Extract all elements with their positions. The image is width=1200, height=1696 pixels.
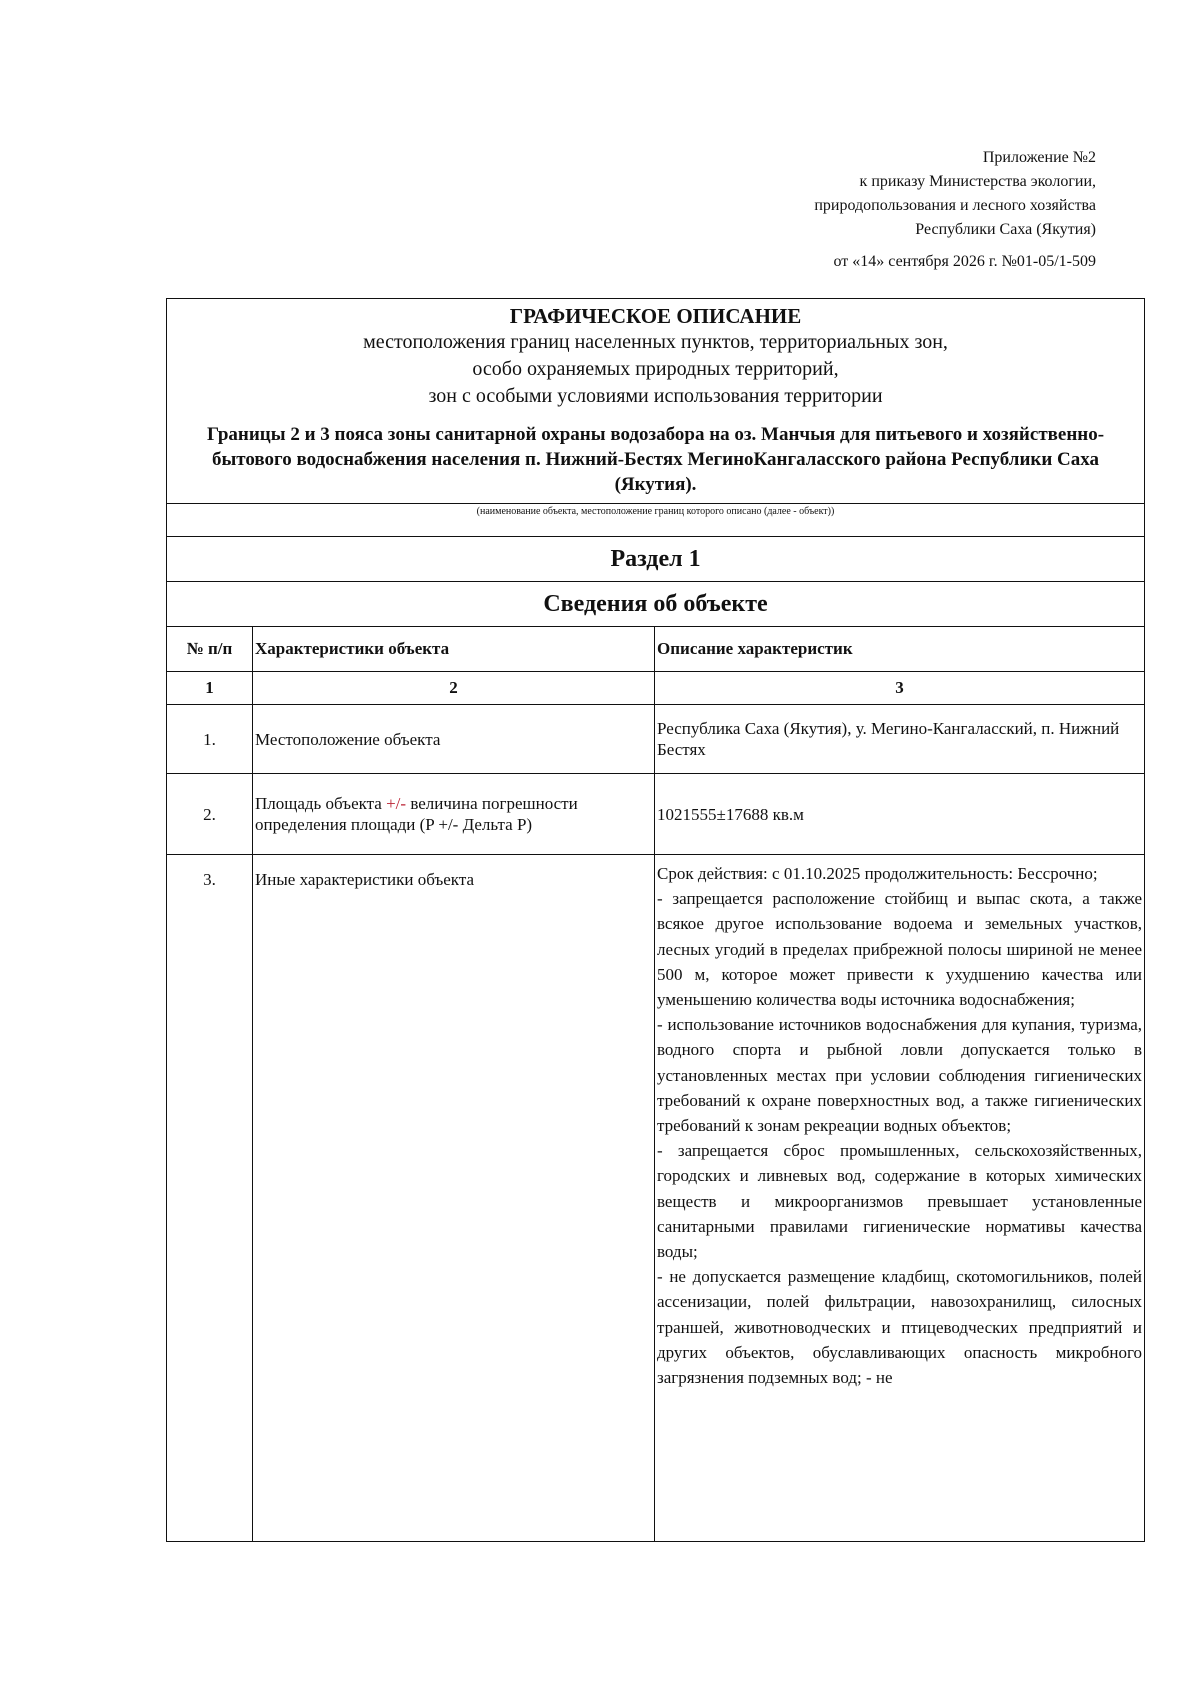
row-description: 1021555±17688 кв.м xyxy=(655,774,1145,855)
column-number-2: 2 xyxy=(253,672,655,705)
column-number-1: 1 xyxy=(167,672,253,705)
section-subtitle: Сведения об объекте xyxy=(167,582,1145,627)
characteristic-text-part-2: величина погрешности определения площади (P +/- Дельта P) xyxy=(255,794,578,834)
document-subtitle-2: особо охраняемых природных территорий, xyxy=(472,358,839,380)
row-characteristic: Местоположение объекта xyxy=(253,705,655,774)
appendix-line-3: природопользования и лесного хозяйства xyxy=(814,197,1096,214)
document-title: ГРАФИЧЕСКОЕ ОПИСАНИЕ xyxy=(509,304,802,328)
table-row xyxy=(167,855,1145,1542)
description-paragraph: Срок действия: с 01.10.2025 продолжительность: Бессрочно; xyxy=(657,864,1098,883)
row-characteristic: Иные характеристики объекта xyxy=(253,855,655,1542)
appendix-line-1: Приложение №2 xyxy=(982,149,1096,166)
object-caption: (наименование объекта, местоположение границ которого описано (далее - объект)) xyxy=(167,504,1145,537)
title-cell xyxy=(167,299,1145,504)
appendix-line-4: Республики Саха (Якутия) xyxy=(915,221,1096,238)
object-name: Границы 2 и 3 пояса зоны санитарной охраны водозабора на оз. Манчыя для питьевого и хозяйственно-бытового водоснабжения населения п. Нижний-Бестях МегиноКангаласского района Республики Саха (Якутия). xyxy=(206,424,1105,495)
row-description: Республика Саха (Якутия), у. Мегино-Кангаласский, п. Нижний Бестях xyxy=(655,705,1145,774)
section-title: Раздел 1 xyxy=(167,537,1145,582)
table-header-row xyxy=(167,627,1145,672)
description-paragraph: - запрещается сброс промышленных, сельскохозяйственных, городских и ливневых вод, содержание в которых химических веществ и микроорганизмов превышает установленные санитарными правилами гигиенические нормативы качества воды; xyxy=(657,1141,1143,1262)
table-row xyxy=(167,705,1145,774)
appendix-line-2: к приказу Министерства экологии, xyxy=(859,173,1096,190)
row-characteristic xyxy=(253,774,655,855)
description-paragraph: - запрещается расположение стойбищ и выпас скота, а также всякое другое использование водоема и земельных участков, лесных угодий в пределах прибрежной полосы шириной не менее 500 м, которое может привести к ухудшению качества или уменьшению количества воды источника водоснабжения; xyxy=(657,889,1143,1010)
appendix-date-line: от «14» сентября 2026 г. №01-05/1-509 xyxy=(833,253,1096,270)
column-header-description: Описание характеристик xyxy=(655,627,1145,672)
long-description xyxy=(657,861,1142,1541)
document-subtitle-1: местоположения границ населенных пунктов, территориальных зон, xyxy=(363,331,948,353)
column-header-number: № п/п xyxy=(167,627,253,672)
description-paragraph: - не допускается размещение кладбищ, скотомогильников, полей ассенизации, полей фильтрации, навозохранилищ, силосных траншей, животноводческих и птицеводческих предприятий и других объектов, обуславливающих опасность микробного загрязнения подземных вод; - не xyxy=(657,1267,1143,1388)
appendix-block xyxy=(576,146,1096,274)
column-header-characteristic: Характеристики объекта xyxy=(253,627,655,672)
characteristic-text-part-1: Площадь объекта xyxy=(255,794,387,813)
plus-minus-mark: +/- xyxy=(386,794,407,813)
description-paragraph: - использование источников водоснабжения для купания, туризма, водного спорта и рыбной ловли допускается только в установленных местах при условии соблюдения гигиенических требований к охране поверхностных вод, а также гигиенических требований к зонам рекреации водных объектов; xyxy=(657,1015,1143,1136)
row-description xyxy=(655,855,1145,1542)
row-number: 1. xyxy=(167,705,253,774)
table-row xyxy=(167,774,1145,855)
graphic-description-table xyxy=(166,298,1145,1542)
document-subtitle-3: зон с особыми условиями использования территории xyxy=(428,385,883,407)
row-number: 3. xyxy=(167,855,253,1542)
row-number: 2. xyxy=(167,774,253,855)
column-number-3: 3 xyxy=(655,672,1145,705)
column-number-row xyxy=(167,672,1145,705)
